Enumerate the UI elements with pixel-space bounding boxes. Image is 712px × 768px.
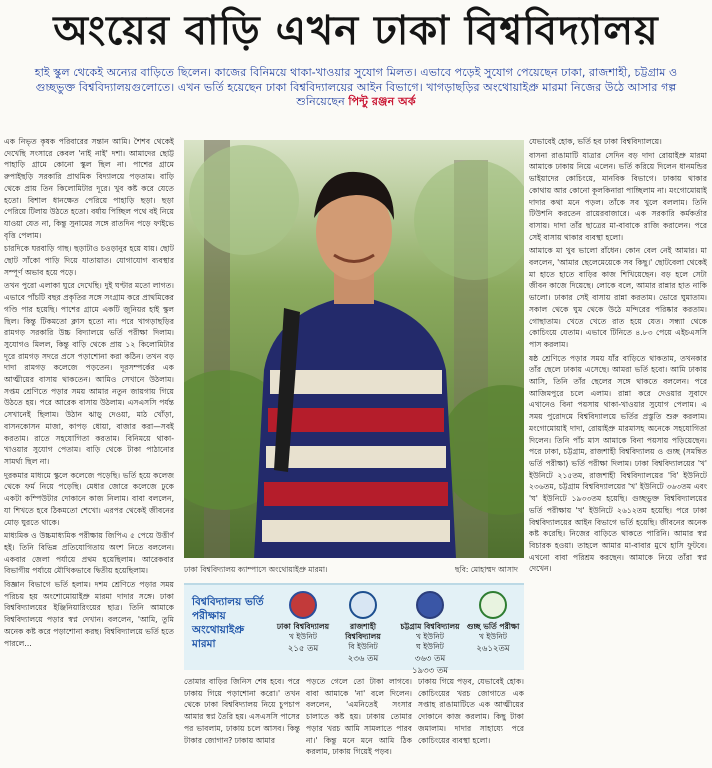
university-name: চট্টগ্রাম বিশ্ববিদ্যালয় — [400, 622, 460, 631]
university-logo-icon — [479, 591, 507, 619]
uni-entry-rajshahi — [334, 591, 392, 664]
bottom-text-3: ঢাকায় গিয়ে পড়ব, যেভাবেই হোক। কোচিংয়ের খরচ জোগাতে এক সপ্তাহ রাঙামাটিতে এক আত্মীয়ের দোকানে কাজ করলাম। কিছু টাকা জমালাম। দাদার সাহায্যে পরে কোচিংয়ের ব্যবস্থা হলো। — [418, 677, 524, 745]
bottom-text-1: তোমার বাড়ির জিনিস শেষ হবে। পরে ঢাকায় গিয়ে পড়াশোনা করো।' তখন থেকে ঢাকা বিশ্ববিদ্যালয় নিয়ে চুপচাপ আমার স্বপ্ন তৈরি হয়। এসএসসি পাসের পর ভাবলাম, ঢাকায় চলে আসব। কিন্তু টাকার জোগান? ঢাকায় আমার — [184, 677, 300, 745]
paragraph: দুরকমার মাধ্যমে স্কুলে কলেজে পড়েছি। ভর্তি হয়ে কলেজ থেকে ফর্ম নিয়ে পড়েছি। মেধার জোরে কলেজে ঢুকে একটা কম্পিউটার দোকানে কাজ নিলাম। বাবা বললেন, যা শিখতে হবে ঠিকমতো শেখো। এরপর থেকেই জীবনের মোড় ঘুরতে থাকে। — [4, 470, 174, 527]
portrait-photo — [184, 140, 524, 558]
uni-entry-gucchho — [466, 591, 520, 654]
caption-text: ঢাকা বিশ্ববিদ্যালয় ক্যাম্পাসে অংথোয়াইপ্রু মারমা। — [184, 565, 328, 574]
paragraph: আমাকে মা খুব ভালো রাঁধেন। কোন বেল নেই আমার। মা বললেন, 'আমার ছেলেমেয়েকে সব কিছু।' ছোটবেলা থেকেই মা হাতে হাতে বাড়ির কাজ শিখিয়েছেন। বড় হলে সেটা জীবন কাজে দিয়েছে। লোকে বলে, আমার রান্নার হাত নাকি ভালো। ঢাকার সেই বাসায় রান্না করতাম। ভোরে ঘুমাতাম। সকাল থেকে ঘুম থেকে উঠে মন্দিরের পরিষ্কার করতাম। গোছাতাম। খেতে খেতে রাত হয়ে যেত। সন্ধ্যা থেকে কোচিংয়ে যেতাম। এভাবে টিনিতে ৪.৮৩ পেয়ে এইচএসসি পাস করলাম। — [529, 246, 707, 349]
paragraph: মাধ্যমিক ও উচ্চমাধ্যমিক পরীক্ষায় জিপিএ ৫ পেয়ে উত্তীর্ণ হই। তিনি বিভিন্ন প্রতিযোগিতায় অংশ নিতে বললেন। একবার জেলা পর্যায়ে প্রথম হয়েছিলাম। আরেকবার বিভাগীয় পর্যায়ে মৌখিকভাবে দ্বিতীয় হয়েছিলাম। — [4, 531, 174, 576]
paragraph: বিজ্ঞান বিভাগে ভর্তি হলাম। দশম শ্রেণিতে পড়ার সময় পরিচয় হয় অংশোমোয়াইপ্রু মারমা দাদার সঙ্গে। ঢাকা বিশ্ববিদ্যালয়ের ইঞ্জিনিয়ারিংয়ের ছাত্র। তিনি আমাকে বিশ্ববিদ্যালয়ে পড়ার স্বপ্ন দেখান। বললেন, 'আমি, তুমি অনেক কষ্ট করে পড়াশোনা করছ। বিশ্ববিদ্যালয়ে ভর্তি হতে পারলে… — [4, 580, 174, 648]
paragraph: এক নিভৃত কৃষক পরিবারের সন্তান আমি। শৈশব থেকেই দেখেছি সংসারে কেবল 'নাই নাই' দশা। আমাদের ছোট্ট পাহাড়ি গ্রামে কোনো স্কুল ছিল না। পাশের গ্রামে রুপাইছড়ি সরকারি প্রাথমিক বিদ্যালয়ে পড়তাম। বাড়ি থেকে প্রায় তিন কিলোমিটার দূরে। খুব কষ্ট করে যেতে হতো। বিশাল ধানক্ষেত পেরিয়ে পাহাড়ি ছড়া। ছড়া পেরিয়ে টিলায় উঠতে হতো। বর্ষায় পিচ্ছিল পথে বই নিয়ে যাওয়া যেত না, কিন্তু সুনামের সঙ্গে রাতদিন পড়ে ফাইভে বৃত্তি পেলাম। — [4, 137, 174, 240]
chart-title: বিশ্ববিদ্যালয় ভর্তি পরীক্ষায় অংথোয়াইপ্রু মারমা — [192, 596, 264, 650]
university-name: ঢাকা বিশ্ববিদ্যালয় — [276, 622, 330, 631]
unit-label: বি ইউনিট — [348, 642, 378, 651]
uni-entry-dhaka — [276, 591, 330, 654]
intro-text — [16, 66, 696, 124]
unit-label: খ ইউনিট — [478, 632, 508, 641]
paragraph: বাসনা রাঙামাটি যাত্রার সেদিন বড় দাদা রোয়াইপ্রু মারমা আমাকে ঢাকায় নিয়ে এলেন। ভর্তি করিয়ে দিলেন ধানমন্ডির ভাইয়াদের কোচিংয়ে, মানবিক বিভাগে। ঢাকায় থাকার কোথায় আর কোনো কূলকিনারা পাচ্ছিলাম না। মংগোমোয়াই দাদার কথা মনে পড়ল। তাঁকে সব খুলে বললাম। তিনি টিউশনি করতেন রায়েরবাজারে। এক সরকারি কর্মকর্তার বাসায়। দাদা তাঁর ছাত্রের মা-বাবাকে রাজি করালেন। পরে সেই বাসায় থাকার ব্যবস্থা হলো। — [529, 150, 707, 242]
rank-value: ২১৫ তম — [287, 644, 319, 654]
left-column — [4, 136, 174, 768]
uni-entry-chittagong — [396, 591, 464, 676]
rank-value: ২৩৬ তম — [347, 654, 379, 664]
paragraph: তখন পুরো এলাকা ঘুরে দেখেছি। দুই ঘণ্টার মতো লাগত। এভাবে পাঁচটি বছর প্রকৃতির সঙ্গে সংগ্রাম করে প্রাথমিকের গণ্ডি পার হয়েছি। পাশের গ্রামে একটি জুনিয়র হাই স্কুল ছিল। কিন্তু টিকমতো ক্লাস হতো না। পরে খাগড়াছড়ির রামগড় সরকারি উচ্চ বিদ্যালয়ে ভর্তি পরীক্ষা দিলাম। সুযোগও মিলল, কিন্তু বাড়ি থেকে প্রায় ১২ কিলোমিটার দূরে রামগড় সদরে প্রসে পড়াশোনা করা কঠিন। তখন বড় দাদা রামগড় কলেজে পড়তেন। দূরসম্পর্কের এক আত্মীয়ের বাসায় থাকতেন। আমিও সেখানে উঠলাম। সপ্তম শ্রেণিতে পড়ার সময় আমার নতুন জায়গায় গিয়ে উঠতে হয়। পরে আরেক বাসায় উঠলাম। এসএসসি পর্যন্ত সেখানেই ছিলাম। উঠান ঝাড়ু দেওয়া, মাঠ খোঁড়া, বাসনকোসন মাজা, কাপড় ধোয়া, বাজার করা—সবই করতাম। রাতে সহযোগিতা করতাম। বিনিময়ে থাকা-খাওয়ার সুযোগ পেতাম। বাড়ি থেকে টাকা পাঠানোর সামর্থ্য ছিল না। — [4, 281, 174, 466]
intro-body: হাই স্কুল থেকেই অন্যের বাড়িতে ছিলেন। কাজের বিনিময়ে থাকা-খাওয়ার সুযোগ মিলত। এভাবে পড়েই সুযোগ পেয়েছেন ঢাকা, রাজশাহী, চট্টগ্রাম ও গুচ্ছভুক্ত বিশ্ববিদ্যালয়গুলোতে। এখন ভর্তি হয়েছেন ঢাকা বিশ্ববিদ্যালয়ের আইন বিভাগে। খাগড়াছড়ির অংথোয়াইপ্রু মারমা নিজের উঠে আসার গল্প শুনিয়েছেন — [34, 66, 678, 108]
admission-ranks-box — [184, 583, 524, 676]
right-column — [529, 136, 707, 768]
university-logo-icon — [416, 591, 444, 619]
university-logo-icon — [349, 591, 377, 619]
rank-value: ২৬১২তম — [476, 644, 510, 654]
university-logo-icon — [289, 591, 317, 619]
university-name: রাজশাহী বিশ্ববিদ্যালয় — [345, 622, 381, 641]
author-name[interactable]: পিন্টু রঞ্জন অর্ক — [348, 95, 416, 108]
rank-value: ১৯৩৩ তম — [412, 666, 448, 676]
paragraph: চারদিকে ঘরবাড়ি গাছ। ছড়াটাও চওড়ানুর হয়ে যায়। ছোট ছোট সাঁকো পাড়ি দিয়ে যাতায়াত। যোগাযোগ ব্যবস্থার সম্পূর্ণ অভাব হয়ে পড়ে। — [4, 244, 174, 277]
bottom-text-2: পড়তে গেলে তো টাকা লাগবে। বাবা আমাকে 'না' বলে দিলেন। বললেন, 'এমনিতেই সংসার চালাতে কষ্ট হয়। ঢাকায় তোমার পড়ার খরচ আমি সামলাতে পারব না।' কিন্তু মনে মনে আমি ঠিক করলাম, ঢাকায় গিয়েই পড়ব। — [306, 677, 412, 757]
photo-credit: ছবি: মোহাম্মদ আসাদ — [455, 565, 518, 574]
paragraph: ষষ্ঠ শ্রেণিতে পড়ার সময় যাঁর বাড়িতে থাকতাম, তখনকার তাঁর ছেলে ঢাকায় এসেছে। আমরা ভর্তি হবো। আমি ঢাকায় আসি, তিনি তাঁর ছেলের সঙ্গে থাকতে বললেন। পরে আজিমপুরে চলে এলাম। রান্না করে দেওয়ার সুবাদে এখানেও বিনা পয়সায় থাকা-খাওয়ার সুযোগ পেলাম। এ সময় পুরোদমে বিশ্ববিদ্যালয়ে ভর্তির প্রস্তুতি শুরু করলাম। মংগোমোয়াই দাদা, রোয়াইপ্রু মারমাসহ অনেকে সহযোগিতা দিলেন। তিনি পাঁচ মাস আমাকে বিনা পয়সায় পড়িয়েছেন। পরে ঢাকা, চট্টগ্রাম, রাজশাহী বিশ্ববিদ্যালয় ও গুচ্ছ (সমন্বিত ভর্তি পরীক্ষা) ভর্তি পরীক্ষা দিলাম। ঢাকা বিশ্ববিদ্যালয়ের 'খ' ইউনিটে ২১৫তম, রাজশাহী বিশ্ববিদ্যালয়ের 'বি' ইউনিটে ২৩৬তম, চট্টগ্রাম বিশ্ববিদ্যালয়ের 'খ' ইউনিটে ৩৬৩তম এবং 'ঘ' ইউনিটে ১৯৩৩তম হয়েছি। গুচ্ছভুক্ত বিশ্ববিদ্যালয়ের ভর্তি পরীক্ষায় 'খ' ইউনিটে ২৬১২তম হয়েছি। পরে ঢাকা বিশ্ববিদ্যালয়ের আইন বিভাগে ভর্তি হয়েছি। জীবনের অনেক কষ্ট করেছি। নিজের বাড়িতে থাকতে পারিনি। আমার স্বপ্ন বিচারক হওয়া। তাহলে আমার মা-বাবার মুখে হাসি ফুটবে। এখনো বাবা পরিশ্রম করছেন। আমাকে নিয়ে তাঁরা স্বপ্ন দেখেন। — [529, 353, 707, 574]
university-name: গুচ্ছ ভর্তি পরীক্ষা — [466, 622, 520, 631]
unit-label: খ ইউনিট — [288, 632, 318, 641]
rank-value: ৩৬৩ তম — [414, 654, 446, 664]
unit-label: খ ইউনিট — [415, 632, 445, 641]
paragraph: যেভাবেই হোক, ভর্তি হব ঢাকা বিশ্ববিদ্যালয়ে। — [529, 137, 662, 146]
unit-label: ঘ ইউনিট — [416, 642, 444, 651]
headline: অংয়ের বাড়ি এখন ঢাকা বিশ্ববিদ্যালয় — [53, 7, 659, 54]
photo-caption — [184, 562, 524, 578]
